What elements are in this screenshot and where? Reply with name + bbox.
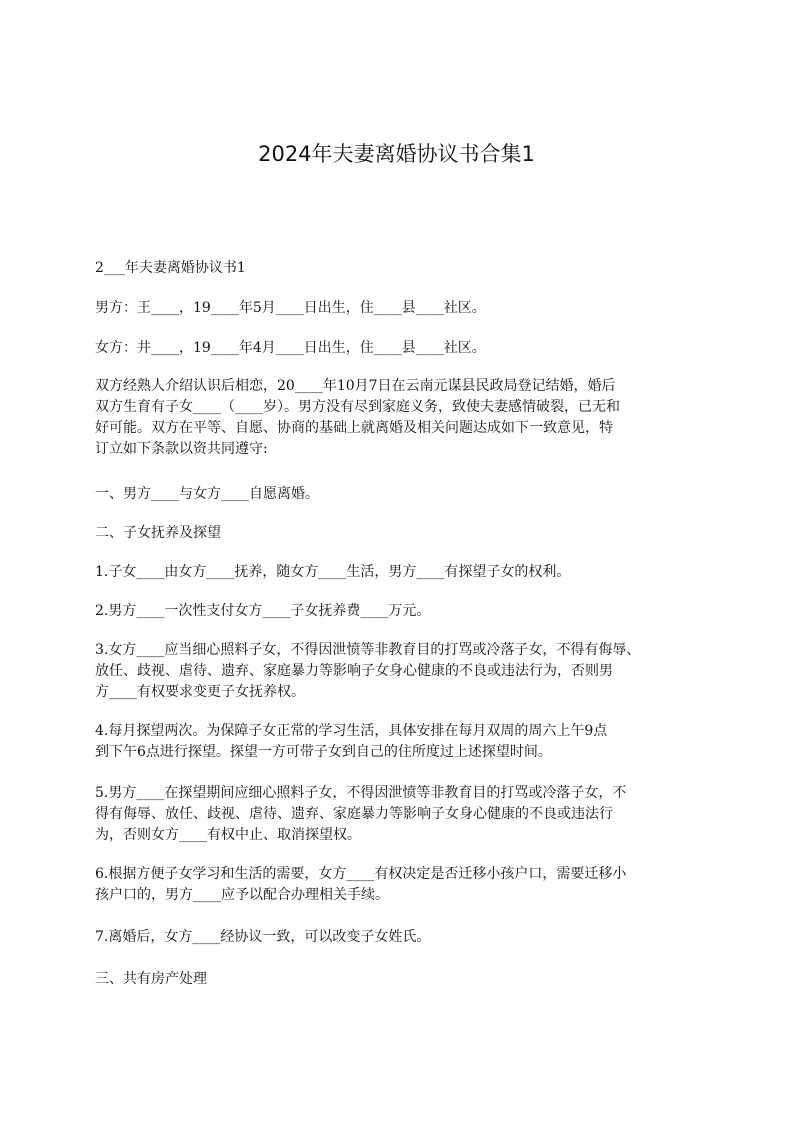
text-line: 双方经熟人介绍认识后相恋，20____年10月7日在云南元谋县民政局登记结婚，婚后 <box>95 378 616 394</box>
clause-5 <box>95 783 715 846</box>
clause-1 <box>95 562 715 583</box>
text-line: 一、男方____与女方____自愿离婚。 <box>95 486 319 502</box>
document-title: 2024年夫妻离婚协议书合集1 <box>258 142 535 166</box>
clause-7 <box>95 927 715 948</box>
clause-6 <box>95 864 715 906</box>
text-line: 2___年夫妻离婚协议书1 <box>95 260 246 276</box>
section-heading-2 <box>95 523 715 544</box>
text-line: 为，否则女方____有权中止、取消探望权。 <box>95 827 361 843</box>
clause-3 <box>95 640 715 703</box>
text-line: 方____有权要求变更子女抚养权。 <box>95 684 305 700</box>
text-line: 订立如下条款以资共同遵守: <box>95 441 268 457</box>
text-line: 1.子女____由女方____抚养，随女方____生活，男方____有探望子女的权利。 <box>95 564 571 580</box>
text-line: 7.离婚后，女方____经协议一致，可以改变子女姓氏。 <box>95 929 431 945</box>
text-line: 孩户口的，男方____应予以配合办理相关手续。 <box>95 887 389 903</box>
section-heading-3 <box>95 969 715 990</box>
agreement-subtitle <box>95 258 715 279</box>
text-line: 双方生育有子女____（____岁）。男方没有尽到家庭义务，致使夫妻感情破裂，已无和 <box>95 399 620 415</box>
text-line: 得有侮辱、放任、歧视、虐待、遗弃、家庭暴力等影响子女身心健康的不良或违法行 <box>95 806 613 822</box>
text-line: 放任、歧视、虐待、遗弃、家庭暴力等影响子女身心健康的不良或违法行为，否则男 <box>95 663 613 679</box>
text-line: 6.根据方便子女学习和生活的需要，女方____有权决定是否迁移小孩户口，需要迁移小 <box>95 866 627 882</box>
clause-2 <box>95 601 715 622</box>
text-line: 二、子女抚养及探望 <box>95 525 221 541</box>
text-line: 三、共有房产处理 <box>95 971 207 987</box>
clause-4 <box>95 721 715 763</box>
woman-info <box>95 338 715 359</box>
intro-paragraph <box>95 376 715 460</box>
text-line: 好可能。双方在平等、自愿、协商的基础上就离婚及相关问题达成如下一致意见，特 <box>95 420 613 436</box>
text-line: 3.女方____应当细心照料子女，不得因泄愤等非教育目的打骂或冷落子女，不得有侮辱、 <box>95 642 641 658</box>
text-line: 2.男方____一次性支付女方____子女抚养费____万元。 <box>95 603 431 619</box>
text-line: 男方：王____，19____年5月____日出生，住____县____社区。 <box>95 300 486 316</box>
text-line: 4.每月探望两次。为保障子女正常的学习生活，具体安排在每月双周的周六上午9点 <box>95 723 608 739</box>
section-heading-1 <box>95 484 715 505</box>
text-line: 5.男方____在探望期间应细心照料子女，不得因泄愤等非教育目的打骂或冷落子女，不 <box>95 785 627 801</box>
text-line: 女方：井____，19____年4月____日出生，住____县____社区。 <box>95 340 486 356</box>
man-info <box>95 298 715 319</box>
text-line: 到下午6点进行探望。探望一方可带子女到自己的住所度过上述探望时间。 <box>95 744 552 760</box>
